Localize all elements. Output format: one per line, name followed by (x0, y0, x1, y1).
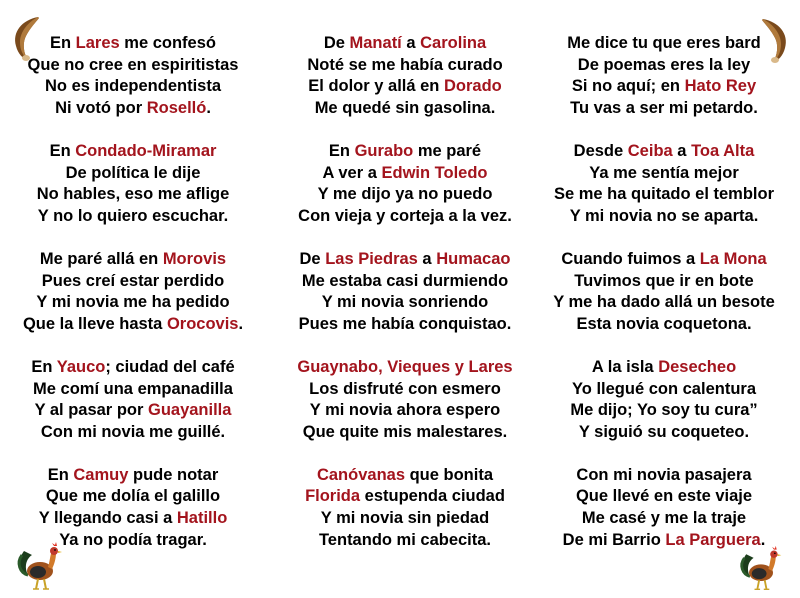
verse-line (8, 400, 258, 422)
verse-line (533, 249, 795, 271)
verse-line (275, 55, 535, 77)
verse-line (275, 530, 535, 552)
verse-line (533, 271, 795, 293)
place-name: Hato Rey (684, 77, 757, 96)
stanza (275, 465, 535, 551)
verse-line (275, 76, 535, 98)
stanza (275, 141, 535, 227)
place-name: Canóvanas (316, 465, 406, 484)
verse-line (275, 379, 535, 401)
verse-text: Pues creí estar perdido (41, 271, 225, 290)
verse-text: En (49, 141, 76, 160)
verse-text: Cuando fuimos a (561, 249, 700, 268)
place-name: Manatí (349, 34, 402, 52)
verse-line (533, 314, 795, 336)
verse-text: De mi Barrio (562, 530, 666, 549)
poem-column-1 (8, 33, 258, 573)
verse-text: Ni votó por (55, 98, 147, 117)
verse-text: Con mi novia pasajera (576, 465, 752, 484)
verse-text: Me paré allá en (39, 249, 163, 268)
verse-text: Que me dolía el galillo (45, 487, 221, 506)
verse-text: Y siguió su coqueteo. (578, 422, 750, 441)
verse-line (533, 184, 795, 206)
verse-line (275, 163, 535, 185)
stanza (533, 357, 795, 443)
place-name: Dorado (443, 77, 502, 96)
verse-line (275, 422, 535, 444)
place-name: Ceiba (627, 141, 673, 160)
verse-line (533, 76, 795, 98)
verse-text: Que no cree en espiritistas (27, 55, 239, 74)
verse-line (533, 508, 795, 530)
poem-column-2 (275, 33, 535, 573)
verse-text: Y me ha dado allá un besote (553, 293, 775, 312)
verse-line (533, 530, 795, 552)
verse-line (533, 206, 795, 228)
stanza (275, 249, 535, 335)
verse-line (8, 508, 258, 530)
verse-text: Que la lleve hasta (22, 314, 167, 333)
place-name: Hatillo (176, 509, 228, 528)
verse-text: . (238, 314, 244, 333)
verse-line (275, 292, 535, 314)
verse-line (8, 206, 258, 228)
verse-text: Y no lo quiero escuchar. (37, 206, 229, 225)
place-name: Carolina (420, 34, 487, 52)
verse-line (275, 98, 535, 120)
verse-line (8, 530, 258, 552)
verse-text: Me casé y me la traje (581, 509, 747, 528)
place-name: Roselló (146, 98, 207, 117)
verse-text: Los disfruté con esmero (309, 379, 501, 398)
place-name: Desecheo (658, 357, 737, 376)
verse-text: pude notar (128, 465, 219, 484)
verse-line (8, 314, 258, 336)
verse-text: Me comí una empanadilla (33, 379, 233, 398)
verse-line (533, 486, 795, 508)
verse-text: No es independentista (44, 77, 222, 96)
verse-text: Tuvimos que ir en bote (574, 271, 754, 290)
verse-line (275, 314, 535, 336)
place-name: Lares (75, 34, 120, 52)
place-name: La Mona (699, 249, 767, 268)
verse-text: Me estaba casi durmiendo (301, 271, 509, 290)
verse-text: A ver a (322, 163, 382, 182)
verse-line (8, 141, 258, 163)
verse-text: En (31, 357, 57, 376)
verse-line (8, 422, 258, 444)
verse-text: Y llegando casi a (38, 509, 177, 528)
verse-text: Noté se me había curado (307, 55, 503, 74)
verse-text: A la isla (591, 357, 659, 376)
verse-text: Tentando mi cabecita. (318, 530, 492, 549)
verse-text: Ya no podía tragar. (59, 530, 207, 549)
verse-line (533, 422, 795, 444)
verse-line (275, 486, 535, 508)
verse-line (533, 33, 795, 55)
verse-text: que bonita (405, 465, 494, 484)
verse-line (275, 508, 535, 530)
verse-text: a (672, 141, 692, 160)
stanza (275, 33, 535, 119)
verse-line (8, 55, 258, 77)
verse-line (8, 379, 258, 401)
stanza (533, 465, 795, 551)
verse-text: Me dice tu que eres bard (567, 34, 761, 52)
verse-text: . (760, 530, 766, 549)
verse-text: Esta novia coquetona. (576, 314, 752, 333)
verse-line (275, 141, 535, 163)
stanza (8, 33, 258, 119)
verse-text: Me quedé sin gasolina. (314, 98, 496, 117)
verse-line (8, 465, 258, 487)
verse-text: Y mi novia sin piedad (320, 509, 490, 528)
verse-line (533, 357, 795, 379)
place-name: Guaynabo, Vieques y Lares (297, 357, 513, 376)
verse-text: Y me dijo ya no puedo (317, 185, 493, 204)
verse-line (533, 292, 795, 314)
verse-text: me paré (413, 141, 482, 160)
verse-line (8, 163, 258, 185)
verse-line (8, 292, 258, 314)
verse-line (8, 271, 258, 293)
verse-line (533, 55, 795, 77)
verse-text: Me dijo; Yo soy tu cura” (570, 401, 758, 420)
verse-line (275, 465, 535, 487)
verse-text: Se me ha quitado el temblor (553, 185, 775, 204)
verse-line (533, 141, 795, 163)
verse-text: Pues me había conquistao. (298, 314, 512, 333)
verse-line (8, 249, 258, 271)
verse-text: . (206, 98, 211, 117)
stanza (533, 249, 795, 335)
verse-text: Que llevé en este viaje (575, 487, 753, 506)
verse-text: De (299, 249, 326, 268)
verse-text: De poemas eres la ley (577, 55, 751, 74)
place-name: Humacao (436, 249, 511, 268)
verse-text: Y mi novia no se aparta. (569, 206, 759, 225)
verse-text: De (323, 34, 350, 52)
verse-text: a (417, 249, 437, 268)
place-name: Florida (305, 487, 361, 506)
verse-text: Con mi novia me guillé. (40, 422, 226, 441)
place-name: Morovis (162, 249, 227, 268)
verse-text: El dolor y allá en (308, 77, 444, 96)
stanza (8, 141, 258, 227)
place-name: Gurabo (354, 141, 414, 160)
verse-line (533, 379, 795, 401)
stanza (533, 141, 795, 227)
verse-line (8, 33, 258, 55)
verse-text: me confesó (119, 34, 216, 52)
stanza (533, 33, 795, 119)
verse-text: No hables, eso me aflige (36, 185, 230, 204)
verse-line (8, 486, 258, 508)
stanza (8, 357, 258, 443)
place-name: Las Piedras (325, 249, 418, 268)
place-name: Edwin Toledo (381, 163, 488, 182)
verse-text: En (328, 141, 355, 160)
verse-line (8, 184, 258, 206)
verse-text: Y mi novia me ha pedido (36, 293, 230, 312)
verse-line (275, 33, 535, 55)
verse-text: Y mi novia ahora espero (309, 401, 501, 420)
verse-text: De política le dije (65, 163, 201, 182)
verse-text: estupenda ciudad (360, 487, 505, 506)
verse-text: Tu vas a ser mi petardo. (570, 98, 758, 117)
verse-line (533, 98, 795, 120)
verse-line (275, 184, 535, 206)
verse-line (8, 357, 258, 379)
stanza (8, 465, 258, 551)
place-name: Toa Alta (691, 141, 755, 160)
verse-line (275, 357, 535, 379)
verse-text: Ya me sentía mejor (589, 163, 739, 182)
verse-text: En (47, 465, 74, 484)
verse-text: ; ciudad del café (105, 357, 235, 376)
place-name: La Parguera (665, 530, 761, 549)
place-name: Camuy (73, 465, 129, 484)
stanza (275, 357, 535, 443)
place-name: Orocovis (166, 314, 239, 333)
place-name: Yauco (56, 357, 106, 376)
poem-column-3 (533, 33, 795, 573)
verse-line (275, 206, 535, 228)
verse-text: Que quite mis malestares. (302, 422, 508, 441)
verse-line (8, 98, 258, 120)
verse-text: Yo llegué con calentura (572, 379, 756, 398)
verse-text: Y mi novia sonriendo (321, 293, 489, 312)
verse-text: Si no aquí; en (571, 77, 685, 96)
place-name: Guayanilla (147, 401, 232, 420)
verse-text: Con vieja y corteja a la vez. (298, 206, 512, 225)
verse-line (533, 400, 795, 422)
verse-text: a (401, 34, 421, 52)
verse-text: Y al pasar por (34, 401, 148, 420)
verse-line (275, 271, 535, 293)
verse-text: En (50, 34, 76, 52)
stanza (8, 249, 258, 335)
verse-line (275, 400, 535, 422)
verse-text: Desde (573, 141, 628, 160)
place-name: Condado-Miramar (75, 141, 217, 160)
verse-line (275, 249, 535, 271)
verse-line (8, 76, 258, 98)
verse-line (533, 465, 795, 487)
verse-line (533, 163, 795, 185)
